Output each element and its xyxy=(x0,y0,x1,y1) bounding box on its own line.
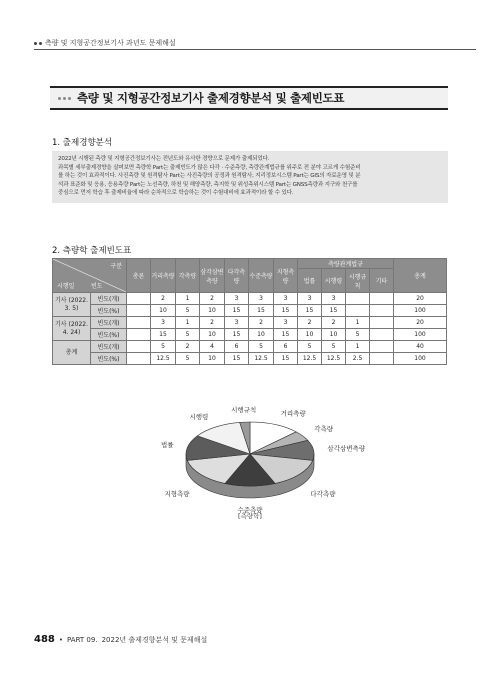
table-cell: 6 xyxy=(225,341,249,353)
table-row xyxy=(53,353,447,365)
table-cell: 5 xyxy=(322,341,346,353)
table-cell xyxy=(370,341,394,353)
table-cell: 3 xyxy=(225,293,249,305)
column-header: 다각측량 xyxy=(225,259,249,293)
table-cell: 15 xyxy=(322,305,346,317)
frequency-type-cell: 빈도(%) xyxy=(91,329,127,341)
table-cell: 15 xyxy=(151,329,176,341)
frequency-table xyxy=(52,258,447,365)
table-cell: 100 xyxy=(394,305,447,317)
section2-heading: 2. 측량학 출제빈도표 xyxy=(52,246,132,256)
table-cell xyxy=(370,317,394,329)
pie-slice-label: 시행규칙 xyxy=(231,406,257,415)
table-cell: 1 xyxy=(176,317,200,329)
summary-line: 과목별 세부출제경향을 살펴보면 측량학 Part는 출제빈도가 많은 다각 · 수준측량, 측량관계법규를 위주로 전 분야 고르게 수험준비 xyxy=(58,164,361,171)
column-header: 총론 xyxy=(127,259,151,293)
table-cell xyxy=(127,329,151,341)
corner-cell xyxy=(53,259,127,293)
table-row xyxy=(53,329,447,341)
table-row xyxy=(53,317,447,329)
column-header: 각측량 xyxy=(176,259,200,293)
table-cell: 2 xyxy=(249,317,274,329)
table-cell: 3 xyxy=(274,293,298,305)
total-header: 총계 xyxy=(394,259,447,293)
table-row xyxy=(53,341,447,353)
table-cell: 10 xyxy=(200,353,225,365)
pie-slice-label: 삼각삼변측량 xyxy=(327,444,366,453)
column-header: 삼각삼변측량 xyxy=(200,259,225,293)
table-cell xyxy=(370,329,394,341)
frequency-type-cell: 빈도(%) xyxy=(91,353,127,365)
table-cell: 15 xyxy=(274,353,298,365)
table-body xyxy=(53,293,447,365)
table-cell: 2 xyxy=(298,317,322,329)
table-cell: 12.5 xyxy=(298,353,322,365)
summary-line: 를 하는 것이 효과적이다. 사진측량 및 원격탐사 Part는 사진측량의 공정과 원격탐사, 지리정보시스템 Part는 GIS의 자료운영 및 분 xyxy=(58,173,361,180)
summary-line: 중심으로 먼저 학습 후 출제비율에 따라 순차적으로 학습하는 것이 수험대비에 효과적이라 할 수 있다. xyxy=(58,190,294,197)
frequency-type-cell: 빈도(개) xyxy=(91,293,127,305)
title-dots-icon xyxy=(58,97,71,100)
table-cell: 2 xyxy=(200,317,225,329)
table-cell: 3 xyxy=(322,293,346,305)
table-cell: 3 xyxy=(274,317,298,329)
chart-caption: [측량학] xyxy=(238,512,262,520)
table-cell: 5 xyxy=(249,341,274,353)
table-row xyxy=(53,305,447,317)
table-cell: 15 xyxy=(274,305,298,317)
table-cell: 10 xyxy=(200,305,225,317)
exam-cell: 총계 xyxy=(53,341,91,365)
frequency-type-cell: 빈도(%) xyxy=(91,305,127,317)
table-cell xyxy=(346,305,370,317)
table-cell: 5 xyxy=(176,353,200,365)
table-cell: 10 xyxy=(249,329,274,341)
table-cell: 2 xyxy=(200,293,225,305)
summary-line: 석과 표준화 및 응용, 응용측량 Part는 노선측량, 하천 및 해양측량, 측지학 및 위성측위시스템 Part는 GNSS측량과 지구와 천구를 xyxy=(58,181,358,188)
pie-slice-label: 각측량 xyxy=(314,425,334,434)
table-cell: 15 xyxy=(225,353,249,365)
table-cell: 2.5 xyxy=(346,353,370,365)
pie-slice-label: 다각측량 xyxy=(310,489,336,498)
table-cell: 20 xyxy=(394,317,447,329)
table-cell: 5 xyxy=(176,329,200,341)
page-number: 488 xyxy=(34,634,55,645)
column-header: 시행령 xyxy=(322,269,346,293)
table-cell: 10 xyxy=(151,305,176,317)
section1-heading: 1. 출제경향분석 xyxy=(52,138,113,148)
pie-slice-label: 지형측량 xyxy=(164,489,190,498)
footer-part: PART 09. xyxy=(67,635,98,644)
exam-cell: 기사 (2022. 4. 24) xyxy=(53,317,91,341)
footer xyxy=(34,634,207,645)
table-cell: 3 xyxy=(225,317,249,329)
law-group-header: 측량관계법규 xyxy=(298,259,394,269)
pie-slice-label: 거리측량 xyxy=(280,409,306,418)
table-cell: 1 xyxy=(176,293,200,305)
table-cell: 5 xyxy=(176,305,200,317)
table-cell: 6 xyxy=(274,341,298,353)
summary-line: 2022년 시행된 측량 및 지형공간정보기사는 전년도와 유사한 경향으로 문제가 출제되었다. xyxy=(58,156,270,162)
corner-mid-label: 빈도 xyxy=(91,283,103,290)
footer-separator: • xyxy=(58,635,64,644)
table-header-row xyxy=(53,259,447,269)
frequency-type-cell: 빈도(개) xyxy=(91,341,127,353)
table-cell: 2 xyxy=(322,317,346,329)
running-header-text: 측량 및 지형공간정보기사 과년도 문제해설 xyxy=(45,39,176,47)
pie-chart xyxy=(130,396,370,526)
column-header: 시행규칙 xyxy=(346,269,370,293)
exam-cell: 기사 (2022. 3. 5) xyxy=(53,293,91,317)
page-title: 측량 및 지형공간정보기사 출제경향분석 및 출제빈도표 xyxy=(77,91,345,105)
summary-box xyxy=(52,151,448,203)
column-header: 수준측량 xyxy=(249,259,274,293)
corner-left-label: 시행일 xyxy=(57,283,75,290)
table-cell xyxy=(127,293,151,305)
table-cell: 4 xyxy=(200,341,225,353)
table-cell: 10 xyxy=(322,329,346,341)
table-cell: 1 xyxy=(346,317,370,329)
column-header: 법률 xyxy=(298,269,322,293)
column-header: 기타 xyxy=(370,269,394,293)
table-cell: 5 xyxy=(346,329,370,341)
corner-top-label: 구분 xyxy=(110,263,122,270)
table-cell xyxy=(370,353,394,365)
table-cell: 40 xyxy=(394,341,447,353)
frequency-type-cell: 빈도(개) xyxy=(91,317,127,329)
table-cell: 5 xyxy=(151,341,176,353)
table-row xyxy=(53,293,447,305)
table-cell: 20 xyxy=(394,293,447,305)
table-cell: 15 xyxy=(225,329,249,341)
table-cell: 15 xyxy=(249,305,274,317)
table-cell xyxy=(127,317,151,329)
table-cell: 2 xyxy=(151,293,176,305)
table-cell: 15 xyxy=(225,305,249,317)
table-cell xyxy=(127,305,151,317)
table-cell: 3 xyxy=(151,317,176,329)
pie-chart-svg xyxy=(130,396,370,526)
table-cell: 12.5 xyxy=(151,353,176,365)
pie-slice-label: 시행령 xyxy=(189,412,209,421)
footer-part-title: 2022년 출제경향분석 및 문제해설 xyxy=(101,635,208,644)
table-cell: 15 xyxy=(274,329,298,341)
pie-slice-label: 수준측량 xyxy=(237,506,263,514)
table-cell: 100 xyxy=(394,353,447,365)
header-rule xyxy=(34,49,476,50)
column-header: 지형측량 xyxy=(274,259,298,293)
table-cell xyxy=(127,341,151,353)
table-cell xyxy=(370,305,394,317)
bullet-dots-icon xyxy=(34,42,42,45)
table-cell: 1 xyxy=(346,341,370,353)
table-cell xyxy=(370,293,394,305)
table-cell xyxy=(127,353,151,365)
table-cell: 12.5 xyxy=(322,353,346,365)
running-header xyxy=(34,38,176,48)
table-cell: 10 xyxy=(200,329,225,341)
table-cell: 12.5 xyxy=(249,353,274,365)
title-bar xyxy=(50,86,448,110)
pie-slice-label: 법률 xyxy=(161,441,174,450)
table-cell xyxy=(346,293,370,305)
table-cell: 15 xyxy=(298,305,322,317)
table-cell: 2 xyxy=(176,341,200,353)
table-cell: 3 xyxy=(298,293,322,305)
table-cell: 3 xyxy=(249,293,274,305)
table-cell: 5 xyxy=(298,341,322,353)
table-cell: 100 xyxy=(394,329,447,341)
table-cell: 10 xyxy=(298,329,322,341)
column-header: 거리측량 xyxy=(151,259,176,293)
